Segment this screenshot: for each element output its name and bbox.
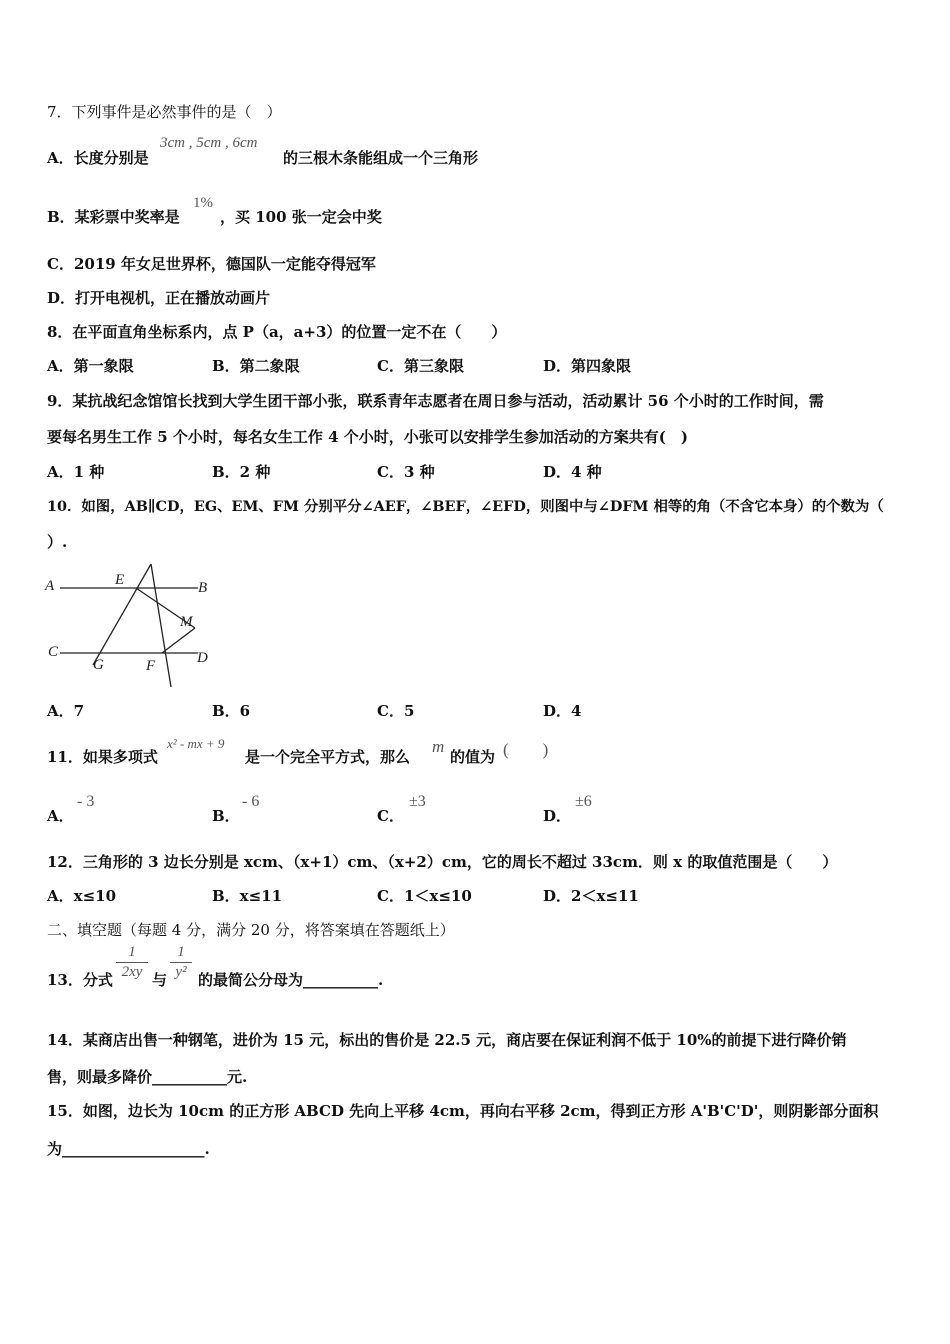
q10-stem-line2: ）.	[47, 533, 68, 551]
q12-option-d: D．2＜x≤11	[543, 887, 639, 905]
q13-fraction-2-bar	[170, 962, 192, 963]
label-m: M	[180, 614, 193, 630]
q11-option-d-value: ±6	[575, 793, 592, 810]
q10-option-c: C．5	[377, 702, 415, 720]
q7-option-b-prefix: B．某彩票中奖率是	[47, 208, 180, 226]
q7-option-a-suffix: 的三根木条能组成一个三角形	[283, 149, 479, 167]
q13-fraction-2-numerator: 1	[177, 944, 185, 960]
q11-option-a-value: - 3	[77, 793, 95, 810]
q7-option-a-prefix: A．长度分别是	[47, 149, 149, 167]
q12-option-c: C．1＜x≤10	[377, 887, 472, 905]
q13-prefix: 13．分式	[47, 971, 113, 989]
label-g: G	[93, 657, 104, 673]
q7-option-a-math: 3cm , 5cm , 6cm	[160, 135, 258, 151]
q11-option-c-letter: C．	[377, 807, 404, 825]
q11-option-d-letter: D．	[543, 807, 572, 825]
q7-option-b-math: 1%	[193, 195, 213, 211]
q7-option-c: C．2019 年女足世界杯，德国队一定能夺得冠军	[47, 255, 376, 273]
q10-stem-line1: 10．如图，AB∥CD，EG、EM、FM 分别平分∠AEF，∠BEF，∠EFD，则图中与∠DFM 相等的角（不含它本身）的个数为（	[47, 498, 884, 515]
q13-fraction-1	[116, 944, 148, 981]
q8-option-c: C．第三象限	[377, 357, 464, 375]
q9-option-c: C．3 种	[377, 463, 435, 481]
q8-option-d: D．第四象限	[543, 357, 632, 375]
q9-option-a: A．1 种	[47, 463, 105, 481]
q11-middle: 是一个完全平方式，那么	[245, 748, 411, 766]
q12-option-a: A．x≤10	[47, 887, 117, 905]
q10-option-d: D．4	[543, 702, 582, 720]
label-b: B	[198, 580, 208, 596]
label-f: F	[146, 658, 156, 674]
q8-stem: 8．在平面直角坐标系内，点 P（a，a+3）的位置一定不在（ ）	[47, 323, 507, 341]
q11-suffix: 的值为	[450, 748, 496, 766]
q11-option-c-value: ±3	[409, 793, 426, 810]
q10-option-b: B．6	[212, 702, 251, 720]
q7-option-b-suffix: ，买 100 张一定会中奖	[220, 208, 382, 226]
q13-fraction-2	[170, 944, 192, 981]
q11-variable: m	[432, 737, 445, 756]
q9-option-d: D．4 种	[543, 463, 602, 481]
q11-option-b-letter: B．	[212, 807, 240, 825]
q9-stem-line2: 要每名男生工作 5 个小时，每名女生工作 4 个小时，小张可以安排学生参加活动的方案共有( )	[47, 428, 688, 446]
q9-stem-line1: 9．某抗战纪念馆馆长找到大学生团干部小张，联系青年志愿者在周日参与活动，活动累计 56 个小时的工作时间，需	[47, 392, 824, 410]
q8-option-a: A．第一象限	[47, 357, 134, 375]
q11-prefix: 11．如果多项式	[47, 748, 158, 766]
q12-stem: 12．三角形的 3 边长分别是 xcm、（x+1）cm、（x+2）cm，它的周长不超过 33cm．则 x 的取值范围是（ ）	[47, 853, 838, 871]
q8-option-b: B．第二象限	[212, 357, 300, 375]
q11-option-b-value: - 6	[242, 793, 260, 810]
q13-suffix: 的最简公分母为__________.	[198, 971, 384, 989]
q13-fraction-2-denominator: y²	[175, 964, 187, 980]
q10-figure	[40, 560, 230, 690]
q13-middle: 与	[152, 971, 168, 989]
label-d: D	[197, 650, 208, 666]
section-2-heading: 二、填空题（每题 4 分，满分 20 分，将答案填在答题纸上）	[47, 921, 455, 939]
q15-stem-line2: 为___________________.	[47, 1140, 210, 1158]
segment-fm	[162, 628, 195, 653]
q11-expression: x² - mx + 9	[167, 736, 225, 751]
q14-stem-line1: 14．某商店出售一种钢笔，进价为 15 元，标出的售价是 22.5 元，商店要在保证利润不低于 10%的前提下进行降价销	[47, 1031, 847, 1049]
label-a: A	[45, 578, 55, 594]
q15-stem-line1: 15．如图，边长为 10cm 的正方形 ABCD 先向上平移 4cm，再向右平移 2cm，得到正方形 A'B'C'D'，则阴影部分面积	[47, 1102, 879, 1120]
q11-paren: ( )	[503, 740, 549, 759]
q7-option-d: D．打开电视机，正在播放动画片	[47, 289, 271, 307]
q13-fraction-1-denominator: 2xy	[121, 964, 143, 980]
q13-fraction-1-numerator: 1	[128, 944, 136, 960]
q10-option-a: A．7	[47, 702, 85, 720]
q14-stem-line2: 售，则最多降价__________元.	[47, 1068, 248, 1086]
label-e: E	[115, 572, 125, 588]
q11-option-a-letter: A．	[47, 807, 74, 825]
q13-fraction-1-bar	[116, 962, 148, 963]
q9-option-b: B．2 种	[212, 463, 271, 481]
q12-option-b: B．x≤11	[212, 887, 283, 905]
label-c: C	[48, 644, 59, 660]
q7-stem: 7．下列事件是必然事件的是（ ）	[47, 103, 282, 121]
